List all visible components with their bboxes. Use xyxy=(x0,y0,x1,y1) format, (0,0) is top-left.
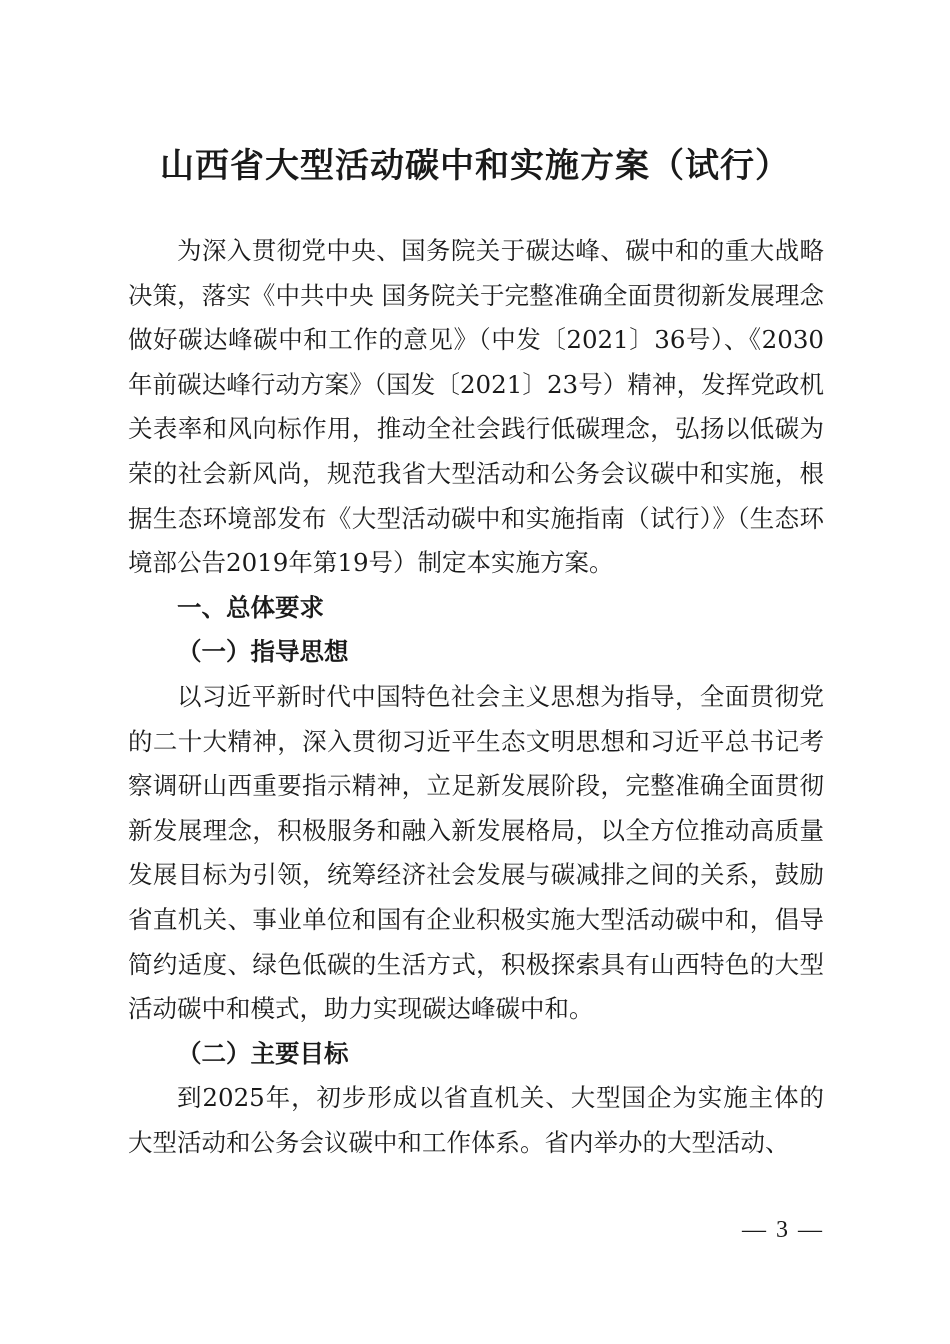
document-body xyxy=(128,229,824,1165)
page-number: — 3 — xyxy=(742,1217,824,1243)
subsection-heading-main-goals: （二）主要目标 xyxy=(177,1038,349,1068)
paragraph-main-goals: 到2025年，初步形成以省直机关、大型国企为实施主体的大型活动和公务会议碳中和工作体系。省内举办的大型活动、 xyxy=(128,1083,824,1157)
paragraph-guiding-ideology: 以习近平新时代中国特色社会主义思想为指导，全面贯彻党的二十大精神，深入贯彻习近平生态文明思想和习近平总书记考察调研山西重要指示精神，立足新发展阶段，完整准确全面贯彻新发展理念，积极服务和融入新发展格局，以全方位推动高质量发展目标为引领，统筹经济社会发展与碳减排之间的关系，鼓励省直机关、事业单位和国有企业积极实施大型活动碳中和，倡导简约适度、绿色低碳的生活方式，积极探索具有山西特色的大型活动碳中和模式，助力实现碳达峰碳中和。 xyxy=(128,681,824,1024)
document-title: 山西省大型活动碳中和实施方案（试行） xyxy=(160,146,790,186)
subsection-heading-guiding-ideology: （一）指导思想 xyxy=(177,637,349,667)
paragraph-intro: 为深入贯彻党中央、国务院关于碳达峰、碳中和的重大战略决策，落实《中共中央 国务院关于完整准确全面贯彻新发展理念做好碳达峰碳中和工作的意见》（中发〔2021〕36号）、《2030年前碳达峰行动方案》（国发〔2021〕23号）精神，发挥党政机关表率和风向标作用，推动全社会践行低碳理念，弘扬以低碳为荣的社会新风尚，规范我省大型活动和公务会议碳中和实施，根据生态环境部发布《大型活动碳中和实施指南（试行）》（生态环境部公告2019年第19号）制定本实施方案。 xyxy=(128,236,824,578)
section-heading-general-requirements: 一、总体要求 xyxy=(177,592,324,622)
